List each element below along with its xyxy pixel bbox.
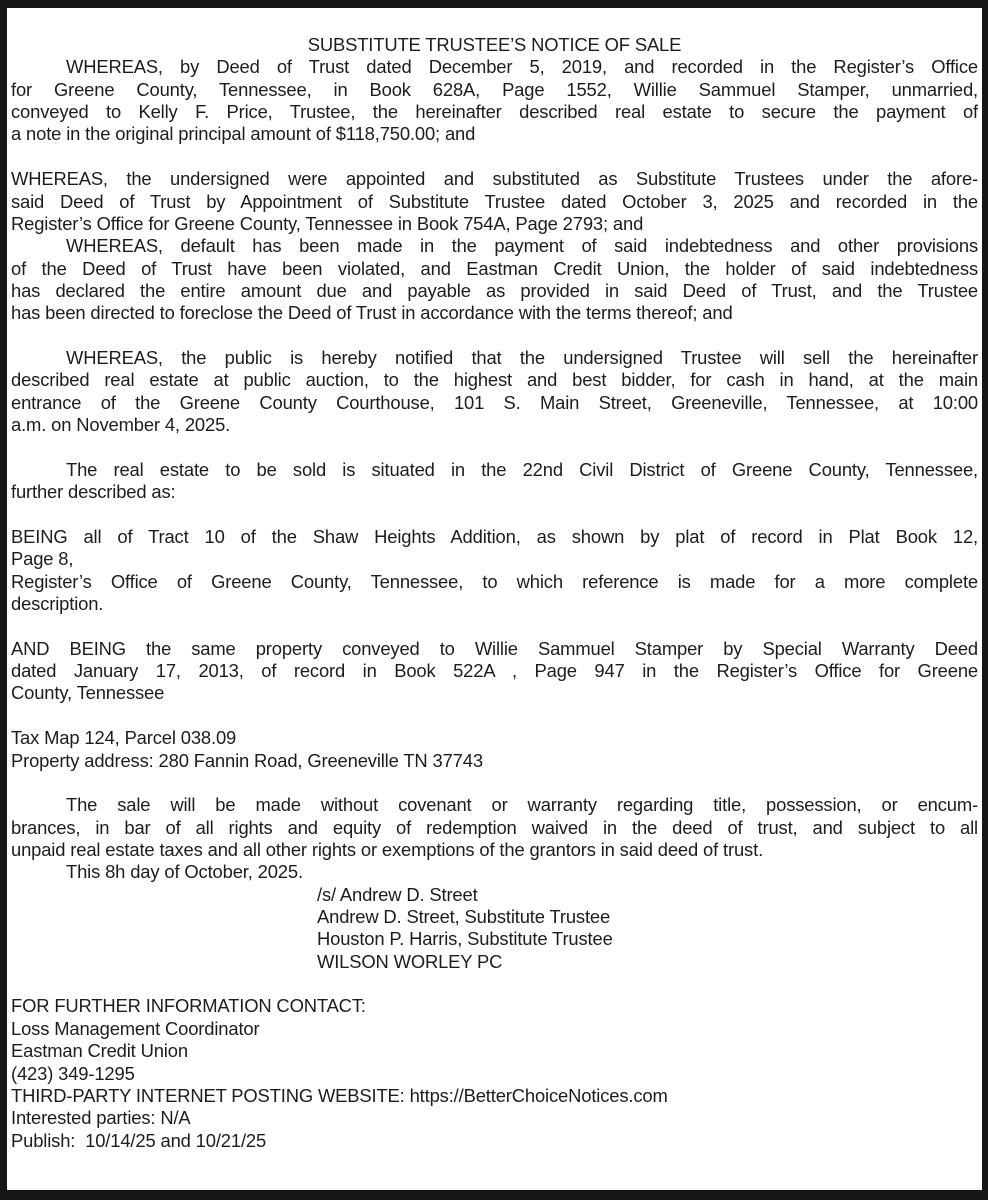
notice-line: This 8h day of October, 2025. [66, 861, 303, 883]
blank-line [11, 146, 978, 168]
notice-line: Tax Map 124, Parcel 038.09 [11, 727, 237, 749]
notice-line: WHEREAS, the public is hereby notified that the undersigned Trustee will sell the hereinafter [66, 347, 978, 369]
notice-line: of the Deed of Trust have been violated, and Eastman Credit Union, the holder of said indebtedness [11, 257, 978, 279]
notice-line: FOR FURTHER INFORMATION CONTACT: [11, 995, 366, 1017]
notice-line: Eastman Credit Union [11, 1040, 188, 1062]
notice-line: THIRD-PARTY INTERNET POSTING WEBSITE: https://BetterChoiceNotices.com [11, 1084, 668, 1106]
notice-line: has been directed to foreclose the Deed of Trust in accordance with the terms thereof; and [11, 302, 733, 324]
notice-line: /s/ Andrew D. Street [317, 883, 478, 905]
notice-line: AND BEING the same property conveyed to Willie Sammuel Stamper by Special Warranty Deed [11, 637, 978, 659]
notice-line: Publish: 10/14/25 and 10/21/25 [11, 1129, 267, 1151]
notice-line: Page 8, [11, 548, 74, 570]
notice-line: Houston P. Harris, Substitute Trustee [317, 928, 613, 950]
notice-title: SUBSTITUTE TRUSTEE’S NOTICE OF SALE [307, 34, 682, 55]
notice-line: Register’s Office of Greene County, Tennessee, to which reference is made for a more complete [11, 570, 978, 592]
notice-line: Andrew D. Street, Substitute Trustee [317, 906, 611, 928]
notice-line: said Deed of Trust by Appointment of Substitute Trustee dated October 3, 2025 and recorded in the [11, 190, 978, 212]
notice-line: has declared the entire amount due and payable as provided in said Deed of Trust, and the Trustee [11, 279, 978, 301]
notice-line: dated January 17, 2013, of record in Book 522A , Page 947 in the Register’s Office for Greene [11, 660, 978, 682]
notice-line: a.m. on November 4, 2025. [11, 414, 231, 436]
notice-line: WILSON WORLEY PC [317, 950, 503, 972]
notice-line: Interested parties: N/A [11, 1107, 191, 1129]
notice-line: conveyed to Kelly F. Price, Trustee, the hereinafter described real estate to secure the payment of [11, 101, 978, 123]
notice-line: The sale will be made without covenant or warranty regarding title, possession, or encum- [66, 794, 978, 816]
notice-line: Property address: 280 Fannin Road, Greeneville TN 37743 [11, 749, 483, 771]
blank-line [11, 973, 978, 995]
blank-line [11, 325, 978, 347]
notice-line: Loss Management Coordinator [11, 1017, 260, 1039]
notice-line: unpaid real estate taxes and all other rights or exemptions of the grantors in said deed of trust. [11, 838, 764, 860]
notice-line: WHEREAS, the undersigned were appointed and substituted as Substitute Trustees under the afore- [11, 168, 978, 190]
notice-line: description. [11, 592, 104, 614]
blank-line [11, 436, 978, 458]
blank-line [11, 504, 978, 526]
notice-line: County, Tennessee [11, 682, 165, 704]
blank-line [11, 772, 978, 794]
notice-line: The real estate to be sold is situated in the 22nd Civil District of Greene County, Tennessee, [66, 458, 978, 480]
notice-line: Register’s Office for Greene County, Tennessee in Book 754A, Page 2793; and [11, 212, 644, 234]
notice-line: entrance of the Greene County Courthouse, 101 S. Main Street, Greeneville, Tennessee, at 10:00 [11, 391, 978, 413]
blank-line [11, 705, 978, 727]
notice-line: BEING all of Tract 10 of the Shaw Heights Addition, as shown by plat of record in Plat Book 12, [11, 525, 978, 547]
blank-line [11, 615, 978, 637]
notice-line: a note in the original principal amount of $118,750.00; and [11, 123, 476, 145]
notice-line: further described as: [11, 481, 176, 503]
notice-body [11, 56, 978, 1152]
notice-line: for Greene County, Tennessee, in Book 628A, Page 1552, Willie Sammuel Stamper, unmarried, [11, 78, 978, 100]
notice-line: brances, in bar of all rights and equity of redemption waived in the deed of trust, and subject to all [11, 816, 978, 838]
notice-line: WHEREAS, default has been made in the payment of said indebtedness and other provisions [66, 235, 978, 257]
notice-line: (423) 349-1295 [11, 1062, 135, 1084]
notice-line: described real estate at public auction, to the highest and best bidder, for cash in hand, at the main [11, 369, 978, 391]
notice-line: WHEREAS, by Deed of Trust dated December 5, 2019, and recorded in the Register’s Office [66, 56, 978, 78]
